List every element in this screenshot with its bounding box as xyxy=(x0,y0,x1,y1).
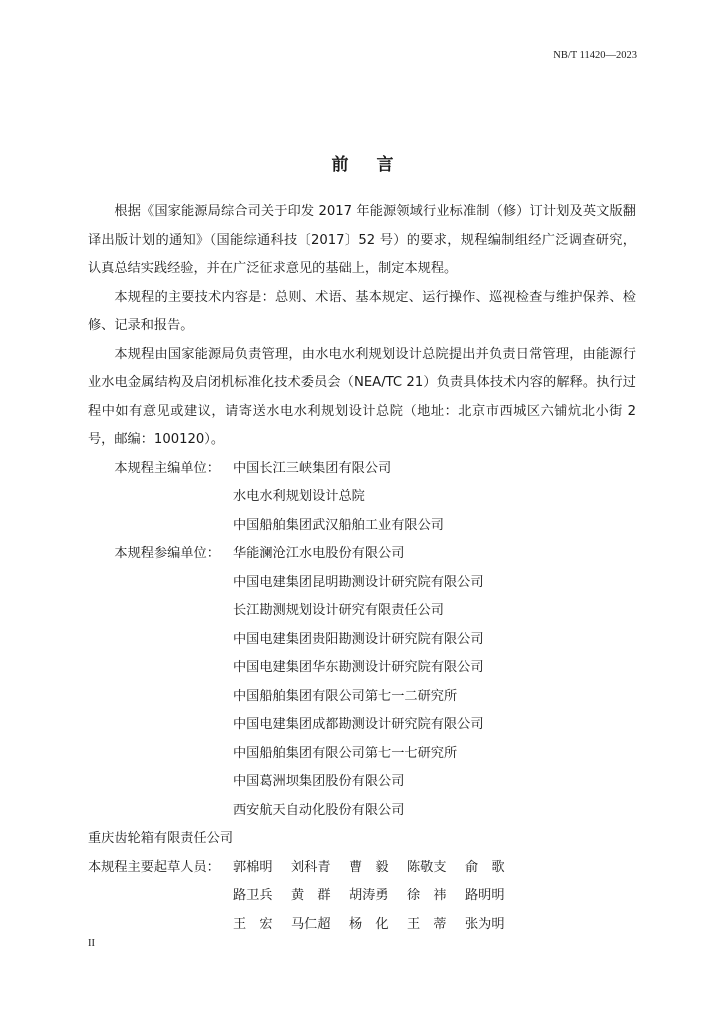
participating-unit: 中国葛洲坝集团股份有限公司 xyxy=(233,774,405,789)
participating-unit: 中国船舶集团有限公司第七一二研究所 xyxy=(233,688,458,704)
page-number: II xyxy=(88,938,95,949)
drafter-name: 胡涛勇 xyxy=(349,888,389,903)
participating-unit: 中国电建集团昆明勘测设计研究院有限公司 xyxy=(233,574,484,590)
drafter-name: 王 蒂 xyxy=(407,916,447,932)
page-title: 前言 xyxy=(331,155,422,175)
participating-unit: 中国电建集团贵阳勘测设计研究院有限公司 xyxy=(233,631,484,647)
drafter-name: 杨 化 xyxy=(349,916,389,932)
participating-unit: 长江勘测规划设计研究有限责任公司 xyxy=(233,603,444,618)
paragraph-management: 本规程由国家能源局负责管理，由水电水利规划设计总院提出并负责日常管理，由能源行业水电金属结构及启闭机标准化技术委员会（NEA/TC 21）负责具体技术内容的解释。执行过程中如有意见或建议，请寄送水电水利规划设计总院（地址：北京市西城区六铺炕北小街 2 号，邮编：100120）。 xyxy=(88,346,636,447)
drafters-block xyxy=(88,854,636,940)
paragraph-basis: 根据《国家能源局综合司关于印发 2017 年能源领域行业标准制（修）订计划及英文版翻译出版计划的通知》（国能综通科技〔2017〕52 号）的要求，规程编制组经广泛调查研究，认真总结实践经验，并在广泛征求意见的基础上，制定本规程。 xyxy=(88,204,636,276)
chief-units-block xyxy=(88,455,636,541)
extra-participating-unit: 重庆齿轮箱有限责任公司 xyxy=(88,831,234,846)
drafter-name: 王 宏 xyxy=(233,916,273,932)
drafter-name: 徐 祎 xyxy=(407,888,447,903)
drafter-name: 曹 毅 xyxy=(349,859,389,875)
drafter-name: 路卫兵 xyxy=(233,888,273,903)
drafter-name: 马仁超 xyxy=(291,916,331,932)
drafter-name: 刘科青 xyxy=(291,859,331,875)
drafter-name: 张为明 xyxy=(465,916,505,932)
chief-units-list xyxy=(233,455,636,541)
drafter-name: 路明明 xyxy=(465,888,505,903)
participating-unit: 西安航天自动化股份有限公司 xyxy=(233,802,405,818)
drafters-label: 本规程主要起草人员： xyxy=(88,859,220,875)
participating-unit: 中国电建集团成都勘测设计研究院有限公司 xyxy=(233,717,484,732)
document-body xyxy=(88,198,636,939)
chief-units-label: 本规程主编单位： xyxy=(114,460,220,476)
drafter-name: 郭棉明 xyxy=(233,859,273,875)
chief-unit: 中国长江三峡集团有限公司 xyxy=(233,460,392,476)
paragraph-contents: 本规程的主要技术内容是：总则、术语、基本规定、运行操作、巡视检查与维护保养、检修、记录和报告。 xyxy=(88,289,636,333)
participating-unit: 华能澜沧江水电股份有限公司 xyxy=(233,546,405,561)
participating-unit: 中国电建集团华东勘测设计研究院有限公司 xyxy=(233,660,484,675)
drafters-names xyxy=(233,854,523,940)
participating-units-label: 本规程参编单位： xyxy=(114,546,220,561)
drafter-name: 黄 群 xyxy=(291,888,331,903)
participating-units-block xyxy=(88,540,636,825)
participating-unit: 中国船舶集团有限公司第七一七研究所 xyxy=(233,745,458,761)
drafter-name: 陈敬支 xyxy=(407,859,447,875)
chief-unit: 水电水利规划设计总院 xyxy=(233,489,365,504)
standard-code: NB/T 11420—2023 xyxy=(553,50,637,61)
participating-units-list xyxy=(233,540,636,825)
chief-unit: 中国船舶集团武汉船舶工业有限公司 xyxy=(233,517,444,533)
drafter-name: 俞 歌 xyxy=(465,859,505,875)
